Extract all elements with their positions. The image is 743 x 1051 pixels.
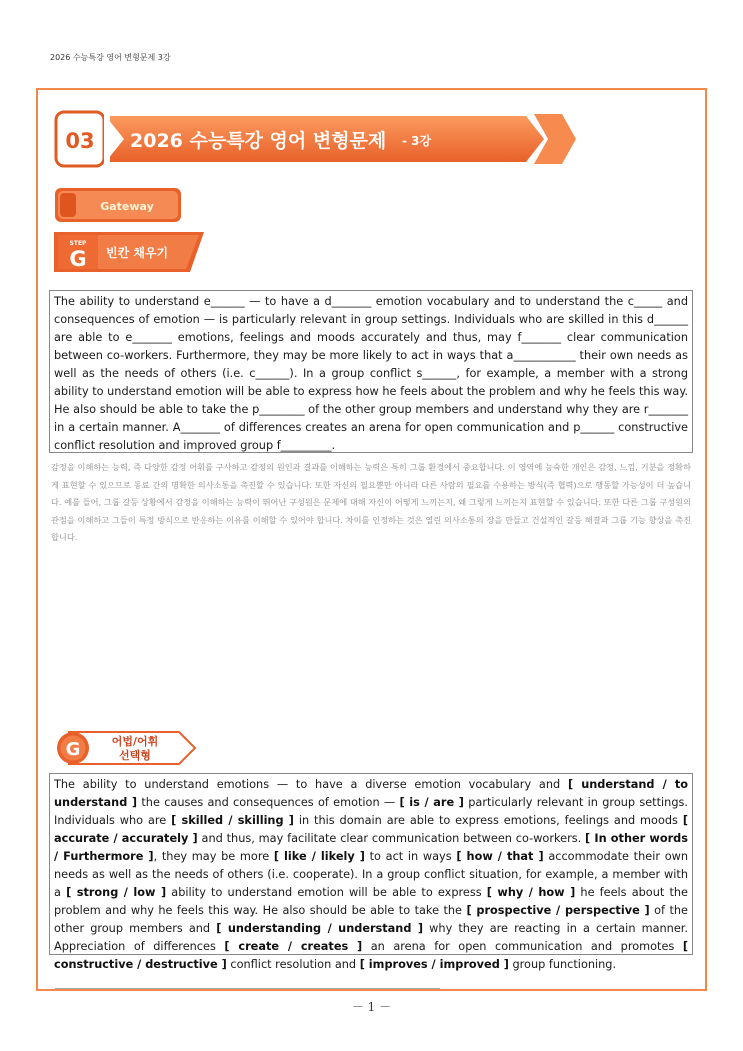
choice-option[interactable]: [ how / that ] xyxy=(456,850,544,863)
choice-option[interactable]: [ skilled / skilling ] xyxy=(171,814,294,827)
step-tag-blank xyxy=(54,230,214,274)
choice-option[interactable]: [ In other words / Furthermore ] xyxy=(54,832,688,863)
step-letter: G xyxy=(69,247,87,271)
passage-text: why they are reacting in a certain manner. Appreciation of differences xyxy=(54,922,688,953)
passage-text: , they may be more xyxy=(153,850,274,863)
passage-text: accommodate their own needs as well as the needs of others (i.e. cooperate). In a group conflict situation, for example, a member with a xyxy=(54,850,689,899)
passage-text: he feels about the problem and why he feels this way. He also should be able to take the xyxy=(54,886,688,917)
banner-number: 03 xyxy=(65,129,95,153)
gateway-label: Gateway xyxy=(100,200,154,213)
footer-rule xyxy=(55,988,440,989)
selection-letter: G xyxy=(65,739,81,760)
passage-text: ability to understand emotion will be able to express xyxy=(166,886,487,899)
choice-option[interactable]: [ constructive / destructive ] xyxy=(54,940,688,971)
choice-option[interactable]: [ strong / low ] xyxy=(66,886,167,899)
banner-title: 2026 수능특강 영어 변형문제 xyxy=(130,130,387,152)
choice-option[interactable]: [ prospective / perspective ] xyxy=(466,904,650,917)
korean-translation: 감정을 이해하는 능력, 즉 다양한 감정 어휘를 구사하고 감정의 원인과 결과를 이해하는 능력은 특히 그룹 환경에서 중요합니다. 이 영역에 능숙한 개인은 감정, 느낌, 기분을 정확하게 표현할 수 있으므로 동료 간의 명확한 의사소통을 촉진할 수 있습니다. 또한 자신의 필요뿐만 아니라 다른 사람의 필요를 수용하는 방식(즉 협력)으로 행동할 가능성이 더 높습니다. 예를 들어, 그룹 갈등 상황에서 감정을 이해하는 능력이 뛰어난 구성원은 문제에 대해 자신이 어떻게 느끼는지, 왜 그렇게 느끼는지 표현할 수 있습니다. 또한 다른 그룹 구성원의 관점을 이해하고 그들이 특정 방식으로 반응하는 이유를 이해할 수 있어야 합니다. 차이를 인정하는 것은 열린 의사소통의 장을 만들고 건설적인 갈등 해결과 그룹 기능 향상을 촉진합니다. xyxy=(51,462,691,542)
gateway-button[interactable] xyxy=(55,188,181,222)
choice-option[interactable]: [ is / are ] xyxy=(399,796,464,809)
passage-text: conflict resolution and xyxy=(226,958,360,971)
passage-text: an arena for open communication and promotes xyxy=(362,940,683,953)
passage-text: to act in ways xyxy=(364,850,457,863)
selection-line1: 어법/어휘 xyxy=(111,735,159,748)
passage-text: group functioning. xyxy=(508,958,617,971)
blank-passage-text: The ability to understand e______ — to have a d_______ emotion vocabulary and to understand the c_____ and consequences of emotion — is particularly relevant in group settings. Individuals who are skilled in this d______ are able to e_______ emotions, feelings and moods accurately and thus, may f_______ clear communication between co-workers. Furthermore, they may be more likely to act in ways that a___________ their own needs as well as the needs of others (i.e. c______). In a group conflict s______, for example, a member with a strong ability to understand emotion will be able to express how he feels about the problem and why he feels this way. He also should be able to take the p________ of the other group members and understand why they are r_______ in a certain manner. A_______ of differences creates an arena for open communication and p______ constructive conflict resolution and improved group f_________. xyxy=(54,295,688,452)
passage-text: in this domain are able to express emotions, feelings and moods xyxy=(293,814,683,827)
step-small: STEP xyxy=(69,240,87,247)
title-banner xyxy=(54,108,584,170)
step-tag-selection xyxy=(55,728,200,768)
selection-passage-box xyxy=(49,773,693,971)
passage-text: the causes and consequences of emotion — xyxy=(137,796,400,809)
choice-option[interactable]: [ why / how ] xyxy=(486,886,576,899)
choice-option[interactable]: [ create / creates ] xyxy=(224,940,363,953)
choice-option[interactable]: [ understanding / understand ] xyxy=(216,922,424,935)
selection-line2: 선택형 xyxy=(119,749,151,762)
choice-option[interactable]: [ understand / to understand ] xyxy=(54,778,689,809)
passage-text: of the other group members and xyxy=(54,904,688,935)
choice-option[interactable]: [ like / likely ] xyxy=(273,850,365,863)
banner-subtitle: - 3강 xyxy=(402,134,432,148)
passage-text: The ability to understand emotions — to have a diverse emotion vocabulary and xyxy=(54,778,568,791)
passage-text: and thus, may facilitate clear communication between co-workers. xyxy=(197,832,586,845)
page-number: － 1 － xyxy=(351,1000,392,1014)
choice-option[interactable]: [ improves / improved ] xyxy=(359,958,509,971)
choice-option[interactable]: [ accurate / accurately ] xyxy=(54,814,688,845)
passage-text: particularly relevant in group settings. Individuals who are xyxy=(54,796,688,827)
blank-passage-box xyxy=(49,290,693,453)
step-label: 빈칸 채우기 xyxy=(106,246,169,260)
running-head: 2026 수능특강 영어 변형문제 3강 xyxy=(50,53,171,62)
